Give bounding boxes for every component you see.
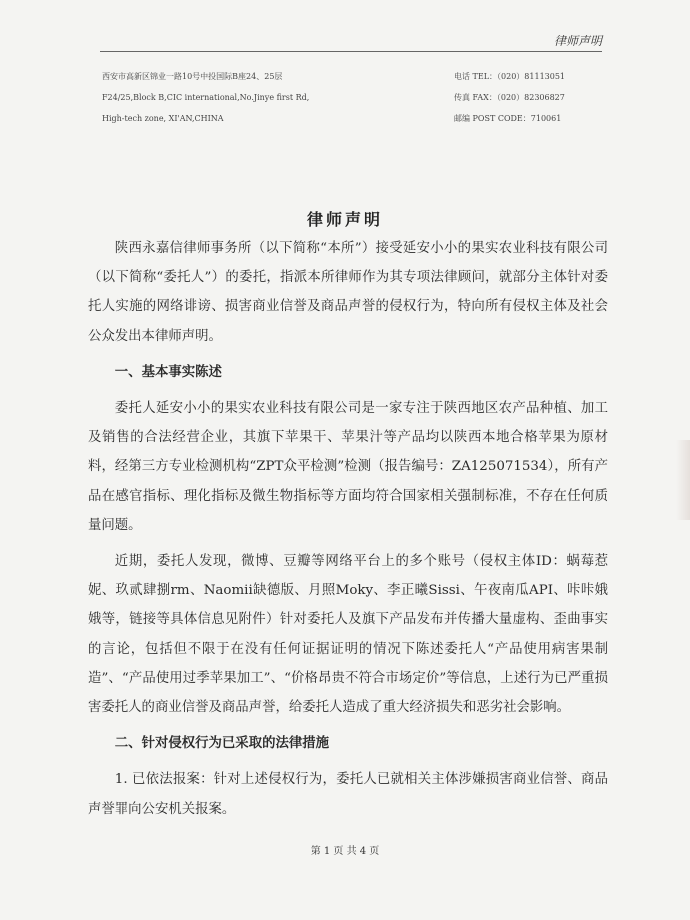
document-title: 律师声明 — [306, 210, 383, 229]
stamp-bleed-mark — [676, 440, 690, 520]
section-2-item-1: 1. 已依法报案：针对上述侵权行为，委托人已就相关主体涉嫌损害商业信誉、商品声誉罪向公安机关报案。 — [88, 772, 608, 817]
firm-address — [102, 66, 309, 129]
address-english-line-1: F24/25,Block B,CIC international,No.Jinye first Rd, — [102, 93, 310, 102]
address-chinese: 西安市高新区锦业一路10号中投国际B座24、25层 — [102, 72, 283, 81]
header-divider — [100, 51, 602, 52]
section-1-paragraph-2: 近期，委托人发现，微博、豆瓣等网络平台上的多个账号（侵权主体ID：蜗莓惹妮、玖贰肆捌rm、Naomii缺德版、月照Moky、李正曦Sissi、午夜南瓜API、咔咔娥娥等，链接等具体信息见附件）针对委托人及旗下产品发布并传播大量虚构、歪曲事实的言论，包括但不限于在没有任何证据证明的情况下陈述委托人“产品使用病害果制造”、“产品使用过季苹果加工”、“价格昂贵不符合市场定价”等信息，上述行为已严重损害委托人的商业信誉及商品声誉，给委托人造成了重大经济损失和恶劣社会影响。 — [88, 554, 608, 716]
address-english-line-2: High-tech zone, XI'AN,CHINA — [102, 114, 224, 123]
page-number: 第 1 页 共 4 页 — [310, 846, 380, 857]
document-body — [88, 234, 608, 824]
intro-paragraph: 陕西永嘉信律师事务所（以下简称“本所”）接受延安小小的果实农业科技有限公司（以下简称“委托人”）的委托，指派本所律师作为其专项法律顾问，就部分主体针对委托人实施的网络诽谤、损害商业信誉及商品声誉的侵权行为，特向所有侵权主体及社会公众发出本律师声明。 — [88, 241, 608, 344]
contact-tel: 电话 TEL：（020）81113051 — [454, 72, 566, 81]
section-2-heading: 二、针对侵权行为已采取的法律措施 — [114, 735, 330, 752]
contact-postcode: 邮编 POST CODE：710061 — [454, 114, 562, 123]
firm-contact — [454, 66, 565, 129]
header-title: 律师声明 — [553, 34, 602, 48]
section-1-heading: 一、基本事实陈述 — [114, 363, 222, 380]
contact-fax: 传真 FAX：（020）82306827 — [454, 93, 565, 102]
section-1-paragraph-1: 委托人延安小小的果实农业科技有限公司是一家专注于陕西地区农产品种植、加工及销售的合法经营企业，其旗下苹果干、苹果汁等产品均以陕西本地合格苹果为原材料，经第三方专业检测机构“ZPT众平检测”检测（报告编号：ZA125071534），所有产品在感官指标、理化指标及微生物指标等方面均符合国家相关强制标准，不存在任何质量问题。 — [88, 401, 608, 533]
